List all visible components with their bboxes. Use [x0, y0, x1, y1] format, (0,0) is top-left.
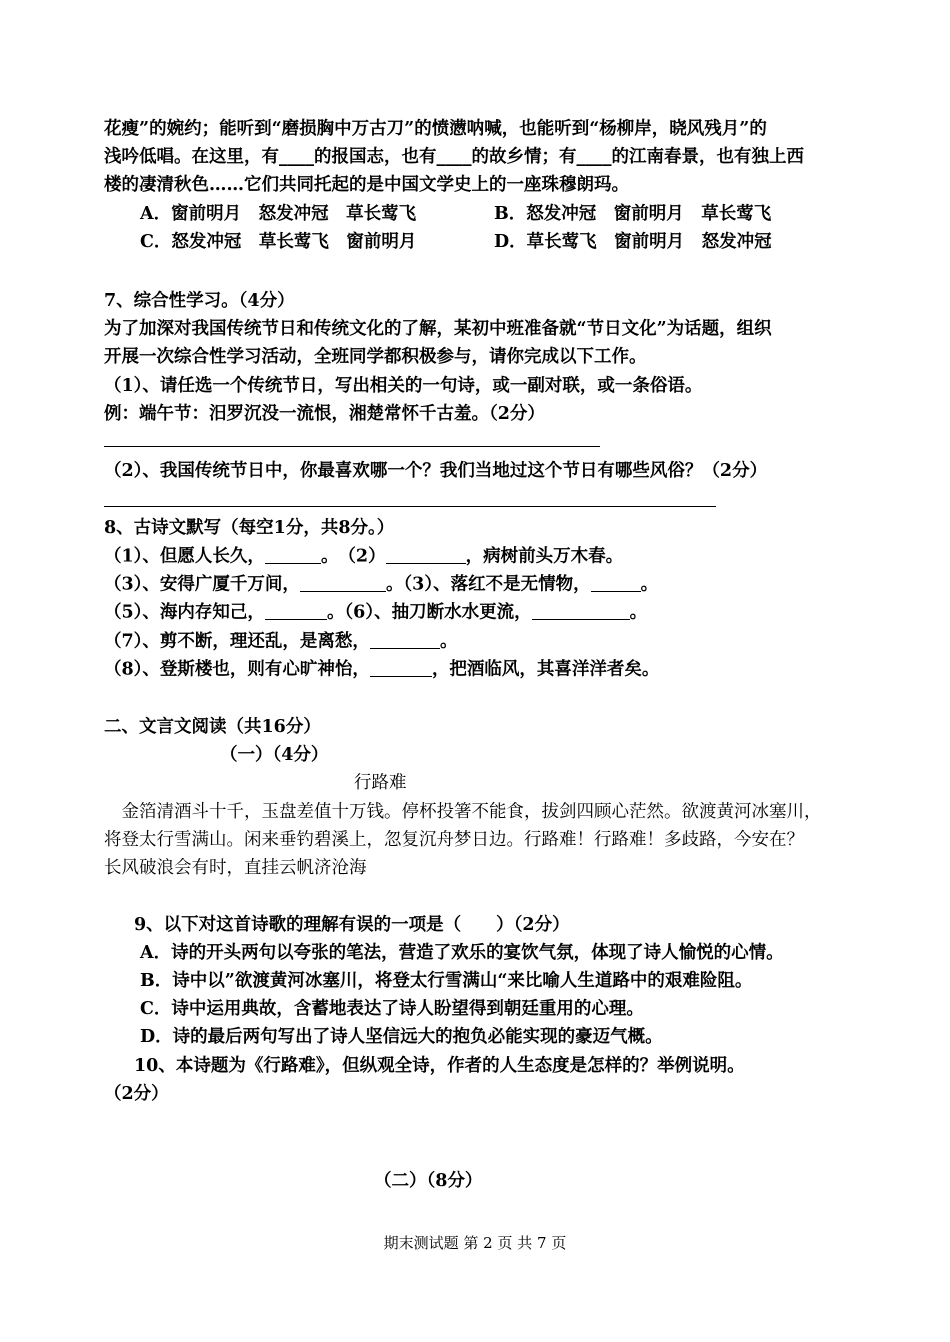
q8-blank-5[interactable]: [265, 601, 327, 620]
q7-answer-line-1[interactable]: [104, 446, 600, 447]
poem-line-2: 将登太行雪满山。闲来垂钓碧溪上，忽复沉舟梦日边。行路难！行路难！多歧路，今安在？: [104, 830, 804, 850]
q8-line-4: [104, 630, 457, 653]
q8-line-3-text-c: 。: [629, 602, 648, 623]
q9-option-b: B．诗中以”欲渡黄河冰塞川，将登太行雪满山“来比喻人生道路中的艰难险阻。: [140, 971, 753, 991]
q8-blank-6[interactable]: [532, 601, 630, 620]
q8-line-1-text-a: （1）、但愿人长久，: [104, 546, 265, 567]
q7-intro-line-1: 为了加深对我国传统节日和传统文化的了解，某初中班准备就“节日文化”为话题，组织: [104, 319, 772, 339]
q6-option-c: C．怒发冲冠 草长莺飞 窗前明月: [140, 232, 417, 252]
q8-line-5: [104, 658, 659, 681]
q8-blank-1[interactable]: [265, 545, 321, 564]
q6-text-line-1: 花瘦”的婉约；能听到“磨损胸中万古刀”的愤懑呐喊，也能听到“杨柳岸，晓风残月”的: [104, 119, 767, 139]
q9-stem: 9、以下对这首诗歌的理解有误的一项是（ ）（2分）: [134, 915, 570, 935]
q8-blank-3[interactable]: [300, 573, 386, 592]
poem-title: 行路难: [354, 773, 407, 793]
q8-line-2: [104, 573, 658, 596]
q8-title: 8、古诗文默写（每空1分，共8分。）: [104, 518, 395, 538]
q8-line-2-text-c: 。: [640, 574, 659, 595]
q8-line-1: [104, 545, 623, 568]
q8-blank-2[interactable]: [386, 545, 466, 564]
q6-option-a: A．窗前明月 怒发冲冠 草长莺飞: [140, 204, 417, 224]
poem-line-1: 金箔清酒斗十千，玉盘差值十万钱。停杯投箸不能食，拔剑四顾心茫然。欲渡黄河冰塞川，: [104, 802, 822, 822]
q8-line-3: [104, 601, 647, 624]
q8-blank-8[interactable]: [370, 658, 432, 677]
q9-option-a: A．诗的开头两句以夸张的笔法，营造了欢乐的宴饮气氛，体现了诗人愉悦的心情。: [140, 943, 784, 963]
q8-line-1-text-c: ，病树前头万木春。: [465, 546, 624, 567]
q7-title: 7、综合性学习。（4分）: [104, 291, 295, 311]
q6-option-b: B．怒发冲冠 窗前明月 草长莺飞: [494, 204, 772, 224]
q8-line-2-text-a: （3）、安得广厦千万间，: [104, 574, 300, 595]
q9-option-c: C．诗中运用典故，含蓄地表达了诗人盼望得到朝廷重用的心理。: [140, 999, 644, 1019]
q8-line-4-text-a: （7）、剪不断，理还乱，是离愁，: [104, 631, 370, 652]
part-2-heading: （二）（8分）: [374, 1171, 483, 1191]
q7-sub-question-2: （2）、我国传统节日中，你最喜欢哪一个？我们当地过这个节日有哪些风俗？（2分）: [104, 461, 768, 481]
poem-line-3: 长风破浪会有时，直挂云帆济沧海: [104, 858, 367, 878]
q8-line-5-text-a: （8）、登斯楼也，则有心旷神怡，: [104, 659, 370, 680]
q8-blank-7[interactable]: [370, 630, 440, 649]
q8-line-1-text-b: 。 （2）: [320, 546, 386, 567]
q8-line-3-text-a: （5）、海内存知己，: [104, 602, 265, 623]
q8-line-4-text-b: 。: [439, 631, 458, 652]
q8-blank-4[interactable]: [591, 573, 641, 592]
q10-stem: 10、本诗题为《行路难》，但纵观全诗，作者的人生态度是怎样的？举例说明。: [134, 1056, 745, 1076]
q9-option-d: D．诗的最后两句写出了诗人坚信远大的抱负必能实现的豪迈气概。: [140, 1027, 663, 1047]
part-1-heading: （一）（4分）: [220, 745, 329, 765]
q6-text-line-2: 浅吟低唱。在这里，有____的报国志，也有____的故乡情；有____的江南春景，也有独上西: [104, 147, 804, 167]
section-2-title: 二、文言文阅读（共16分）: [104, 717, 321, 737]
q8-line-5-text-b: ，把酒临风，其喜洋洋者矣。: [431, 659, 660, 680]
q6-text-line-3: 楼的凄清秋色……它们共同托起的是中国文学史上的一座珠穆朗玛。: [104, 175, 629, 195]
q10-score: （2分）: [104, 1084, 169, 1104]
q6-option-d: D．草长莺飞 窗前明月 怒发冲冠: [494, 232, 772, 252]
q7-example: 例：端午节：汨罗沉没一流恨，湘楚常怀千古羞。（2分）: [104, 404, 545, 424]
q8-line-2-text-b: 。（3）、落红不是无情物，: [385, 574, 591, 595]
q7-intro-line-2: 开展一次综合性学习活动，全班同学都积极参与，请你完成以下工作。: [104, 347, 647, 367]
q7-sub-question-1: （1）、请任选一个传统节日，写出相关的一句诗，或一副对联，或一条俗语。: [104, 376, 703, 396]
q7-answer-line-2[interactable]: [104, 506, 716, 507]
page-footer: 期末测试题 第 2 页 共 7 页: [383, 1234, 567, 1252]
q8-line-3-text-b: 。（6）、抽刀断水水更流，: [326, 602, 532, 623]
